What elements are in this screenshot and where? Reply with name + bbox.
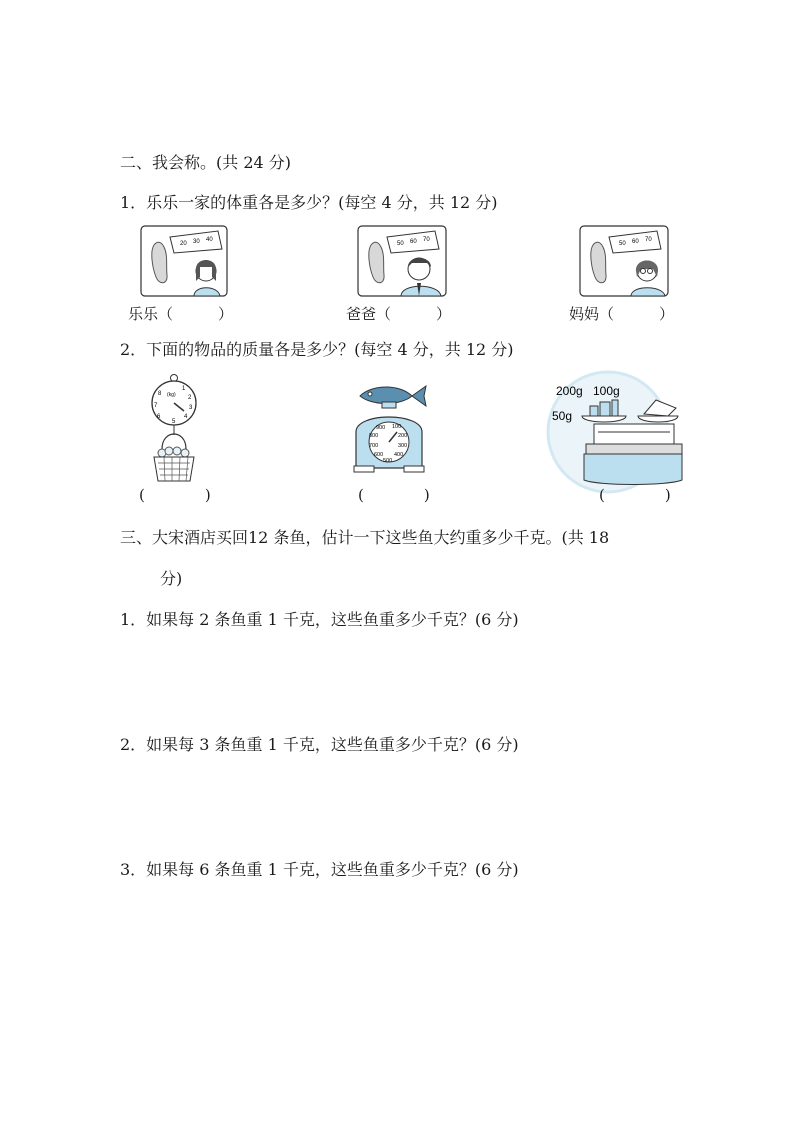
svg-text:200g: 200g bbox=[556, 384, 583, 398]
scale-figure-dad bbox=[357, 225, 447, 301]
svg-text:300: 300 bbox=[398, 443, 408, 449]
platform-scale-figure bbox=[350, 382, 430, 478]
balance-answer-label: ( ) bbox=[599, 486, 671, 504]
lele-answer-label: 乐乐（ ） bbox=[128, 305, 234, 323]
scale-figure-lele bbox=[140, 225, 228, 301]
svg-text:5: 5 bbox=[172, 419, 176, 425]
svg-text:800: 800 bbox=[369, 433, 379, 439]
scale-figure-mom bbox=[579, 225, 669, 301]
svg-text:60: 60 bbox=[632, 239, 639, 245]
svg-text:60: 60 bbox=[410, 239, 417, 245]
svg-text:30: 30 bbox=[193, 239, 200, 245]
svg-text:100g: 100g bbox=[593, 384, 620, 398]
svg-text:8: 8 bbox=[158, 391, 162, 397]
section-2-heading: 二、我会称。(共 24 分) bbox=[120, 153, 292, 172]
svg-text:500: 500 bbox=[383, 458, 393, 464]
svg-text:70: 70 bbox=[423, 237, 430, 243]
basket-icon bbox=[154, 447, 194, 481]
svg-text:6: 6 bbox=[157, 414, 161, 420]
svg-text:70: 70 bbox=[645, 237, 652, 243]
dad-answer-label: 爸爸（ ） bbox=[346, 305, 452, 323]
svg-text:1: 1 bbox=[182, 386, 186, 392]
svg-text:700: 700 bbox=[369, 443, 379, 449]
svg-text:900: 900 bbox=[376, 425, 386, 431]
svg-text:50: 50 bbox=[397, 241, 404, 247]
hanging-scale-figure bbox=[148, 373, 200, 492]
svg-text:50: 50 bbox=[619, 241, 626, 247]
svg-text:600: 600 bbox=[374, 452, 384, 458]
svg-text:7: 7 bbox=[154, 403, 158, 409]
svg-text:20: 20 bbox=[180, 241, 187, 247]
svg-text:100: 100 bbox=[392, 424, 402, 430]
question-2-2-text: 2．下面的物品的质量各是多少？(每空 4 分，共 12 分) bbox=[120, 340, 514, 359]
fish-answer-label: ( ) bbox=[358, 486, 430, 504]
svg-text:200: 200 bbox=[398, 433, 408, 439]
question-2-1-text: 1．乐乐一家的体重各是多少？(每空 4 分，共 12 分) bbox=[120, 193, 498, 212]
svg-text:50g: 50g bbox=[552, 409, 573, 423]
question-3-2-text: 2．如果每 3 条鱼重 1 千克，这些鱼重多少千克？(6 分) bbox=[120, 735, 519, 754]
svg-text:3: 3 bbox=[189, 405, 193, 411]
basket-answer-label: ( ) bbox=[139, 486, 211, 504]
question-3-1-text: 1．如果每 2 条鱼重 1 千克，这些鱼重多少千克？(6 分) bbox=[120, 610, 519, 629]
svg-text:(kg): (kg) bbox=[167, 392, 176, 398]
svg-text:40: 40 bbox=[206, 237, 213, 243]
svg-text:400: 400 bbox=[394, 452, 404, 458]
mom-answer-label: 妈妈（ ） bbox=[569, 305, 675, 323]
question-3-3-text: 3．如果每 6 条鱼重 1 千克，这些鱼重多少千克？(6 分) bbox=[120, 860, 519, 879]
section-3-heading: 三、大宋酒店买回12 条鱼，估计一下这些鱼大约重多少千克。(共 18 bbox=[120, 528, 610, 547]
section-3-heading-continued: 分) bbox=[160, 569, 183, 588]
svg-text:2: 2 bbox=[188, 395, 192, 401]
svg-text:4: 4 bbox=[184, 414, 188, 420]
